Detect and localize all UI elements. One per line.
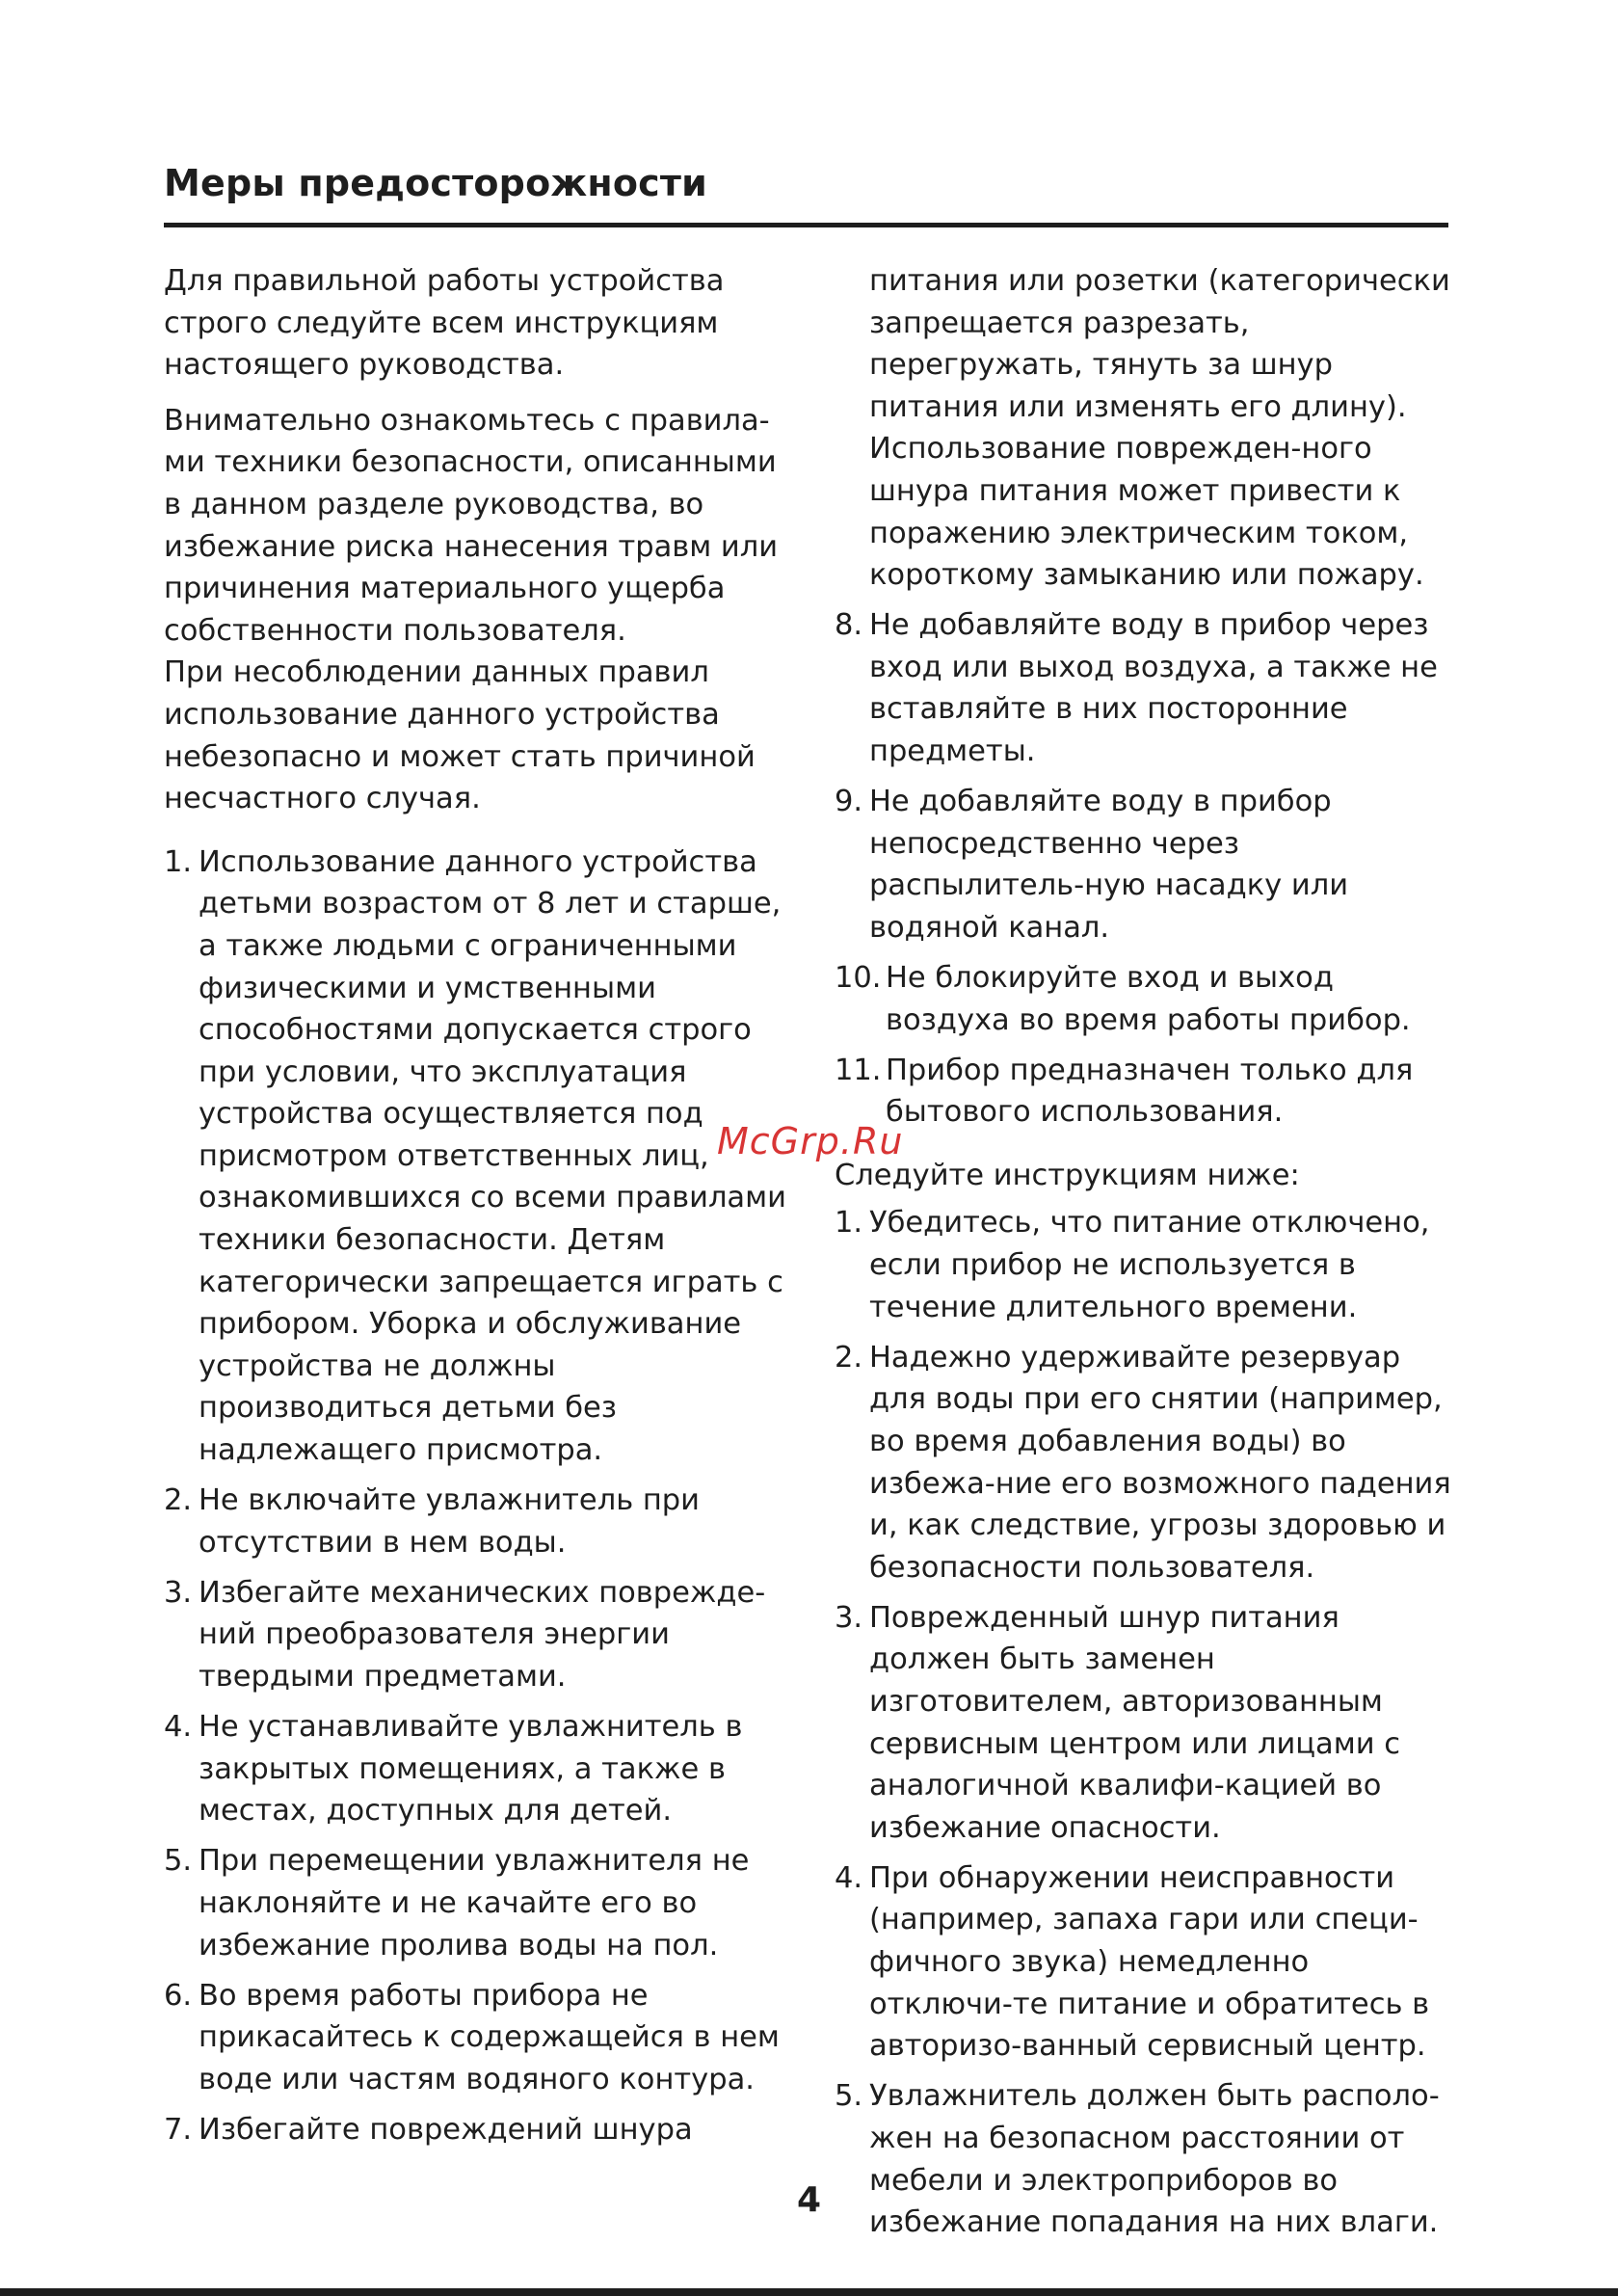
item-text: Не устанавливайте увлажнитель в закрытых помещениях, а также в местах, доступных для детей. [199,1710,743,1829]
intro-paragraph: При несоблюдении данных правил использование данного устройства небезопасно и может стать причиной несчастного случая. [164,655,756,816]
watermark: McGrp.Ru [717,1120,904,1162]
item-number: 3. [835,1600,863,1635]
item-number: 8. [835,608,863,643]
intro-paragraph: Для правильной работы устройства строго следуйте всем инструкциям настоящего руководства. [164,264,725,383]
list-item [164,1840,790,1966]
item-text: Не добавляйте воду в прибор непосредственно через распылитель-ную насадку или водяной канал. [869,785,1349,945]
item-text: Увлажнитель должен быть располо-жен на безопасном расстоянии от мебели и электроприборов во избежание попадания на них влаги. [869,2079,1440,2240]
item-number: 1. [835,1206,863,1241]
item-number: 1. [164,844,193,879]
list-item [164,1480,790,1563]
right-column [835,260,1451,2252]
list-item [835,1337,1451,1589]
list-item [835,957,1451,1041]
list-item [164,841,790,1472]
list-item [164,1975,790,2101]
item-text: При обнаружении неисправности (например, запаха гари или специ-фичного звука) немедленно отключи-те питание и обратитесь в авторизо-ванный сервисный центр. [869,1860,1430,2064]
instructions-list [835,1202,1451,2243]
item-number: 6. [164,1978,193,2013]
list-item [164,1706,790,1832]
item-text: Надежно удерживайте резервуар для воды при его снятии (например, во время добавления воды) во избежа-ние его возможного падения и, как следствие, угрозы здоровью и безопасности пользователя. [869,1340,1451,1585]
list-item [835,1857,1451,2068]
intro-paragraph: Внимательно ознакомьтесь с правила-ми техники безопасности, описанными в данном разделе руководства, во избежание риска нанесения травм или причинения материального ущерба собственности пользователя. [164,403,779,648]
item-number: 9. [835,785,863,819]
item-text: Убедитесь, что питание отключено, если прибор не используется в течение длительного времени. [869,1206,1430,1324]
item-text: Не включайте увлажнитель при отсутствии в нем воды. [199,1483,700,1560]
item-number: 5. [164,1844,193,1879]
item-text: Не добавляйте воду в прибор через вход или выход воздуха, а также не вставляйте в них посторонние предметы. [869,608,1438,769]
list-item [164,2109,790,2151]
precautions-list-continued [835,604,1451,1134]
list-item [835,1050,1451,1134]
list-item [835,1202,1451,1328]
item-text: Прибор предназначен только для бытового использования. [886,1053,1414,1130]
page-title: Меры предосторожности [164,162,707,204]
item-number: 3. [164,1575,193,1610]
instructions-subheading: Следуйте инструкциям ниже: [835,1158,1300,1192]
item-text: Избегайте механических поврежде-ний преобразователя энергии твердыми предметами. [199,1575,766,1694]
item-number: 2. [164,1483,193,1518]
list-item [835,1597,1451,1850]
list-item [835,781,1451,948]
item-number: 2. [835,1340,863,1375]
list-item-continuation: питания или розетки (категорически запрещается разрезать, перегружать, тянуть за шнур питания или изменять его длину). Использование поврежден-ного шнура питания может привести к поражению электрическим током, короткому замыканию или пожару. [869,264,1450,593]
item-text: Во время работы прибора не прикасайтесь к содержащейся в нем воде или частям водяного контура. [199,1978,780,2096]
item-text: При перемещении увлажнителя не наклоняйте и не качайте его во избежание пролива воды на пол. [199,1844,750,1962]
item-text: Избегайте повреждений шнура [199,2112,693,2147]
item-text: Использование данного устройства детьми возрастом от 8 лет и старше, а также людьми с ограниченными физическими и умственными способностями допускается строго при условии, что эксплуатация устройства осуществляется под присмотром ответственных лиц, ознакомившихся со всеми правилами техники безопасности. Детям категорически запрещается играть с прибором. Уборка и обслуживание устройства не должны производиться детьми без надлежащего присмотра. [199,844,786,1468]
item-number: 7. [164,2112,193,2147]
page-number: 4 [796,2180,822,2220]
item-number: 10. [835,961,882,995]
precautions-list [164,841,790,2151]
item-number: 5. [835,2079,863,2114]
title-underline [164,223,1448,227]
list-item [835,604,1451,772]
bottom-border [0,2288,1618,2296]
left-column [164,260,790,2159]
item-number: 4. [164,1710,193,1745]
item-text: Поврежденный шнур питания должен быть заменен изготовителем, авторизованным сервисным центром или лицами с аналогичной квалифи-кацией во избежание опасности. [869,1600,1401,1845]
item-number: 4. [835,1860,863,1895]
list-item [164,1572,790,1698]
item-number: 11. [835,1053,882,1087]
item-text: Не блокируйте вход и выход воздуха во время работы прибор. [886,961,1411,1037]
